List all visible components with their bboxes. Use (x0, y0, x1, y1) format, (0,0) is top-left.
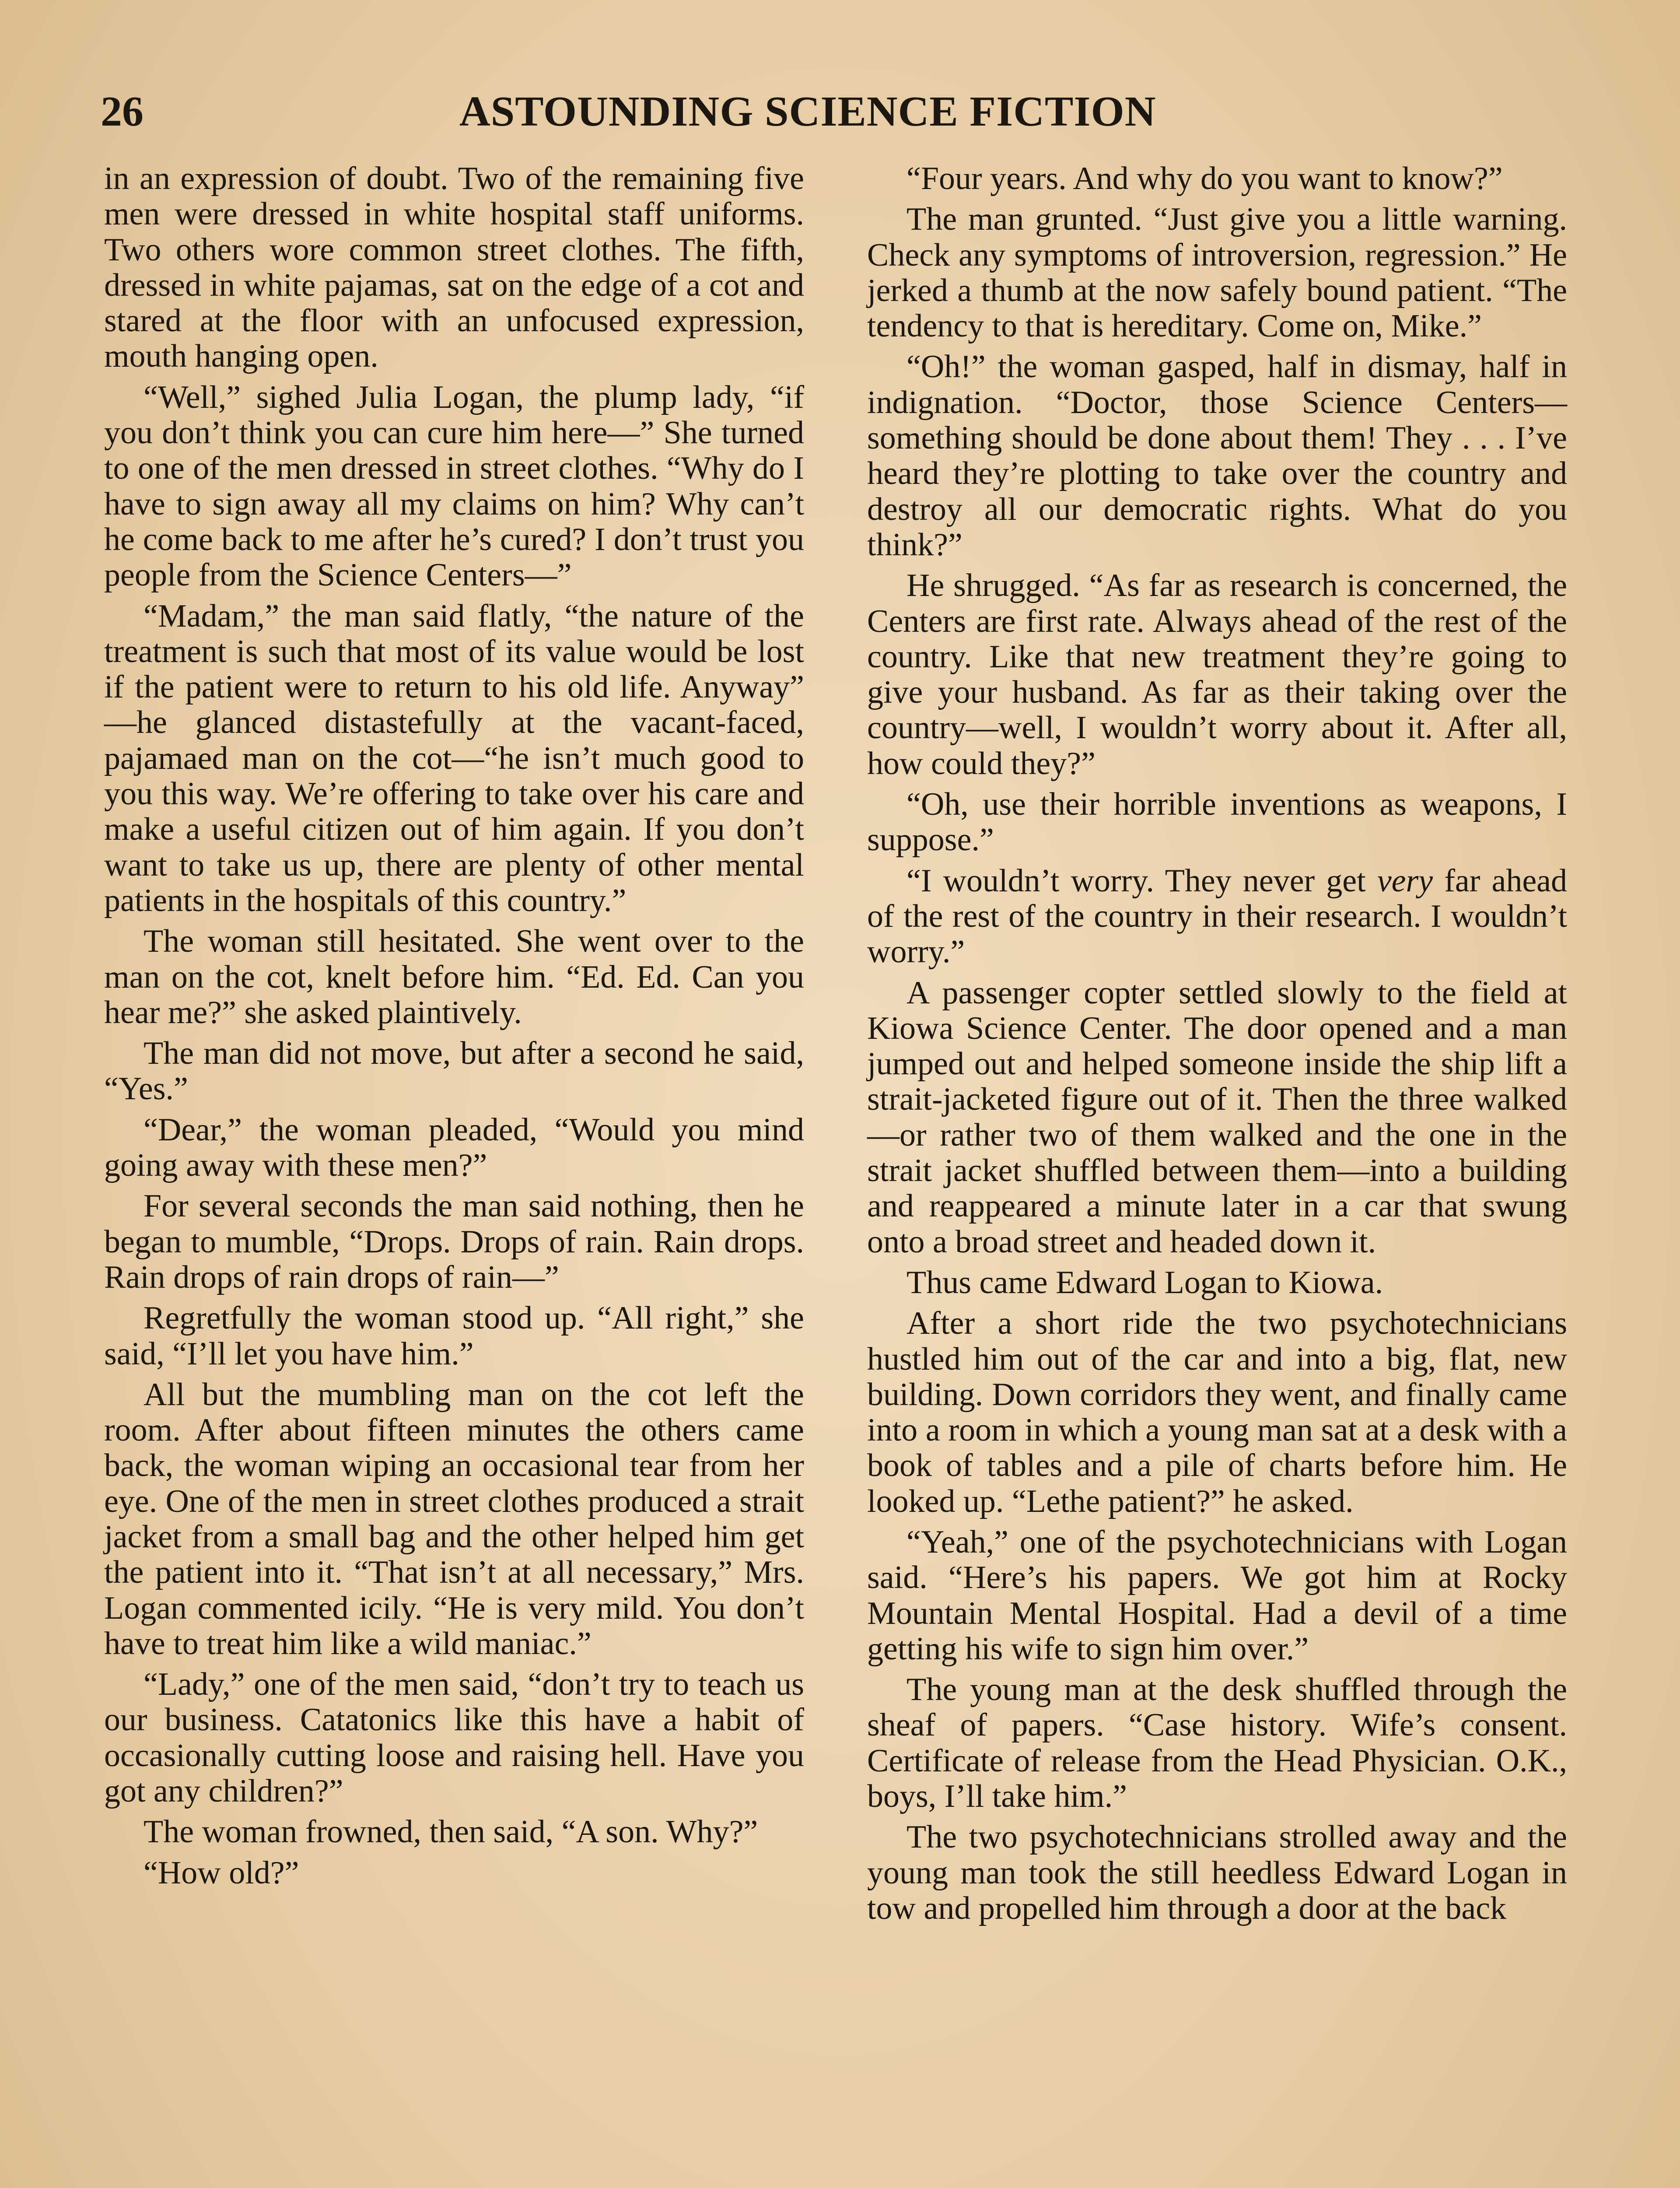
paragraph: For several seconds the man said nothing, then he began to mumble, “Drops. Drops of rain. Rain drops. Rain drops of rain drops of rain—” (104, 1188, 804, 1295)
paragraph: Thus came Edward Logan to Kiowa. (906, 1264, 1383, 1301)
page-number: 26 (101, 88, 144, 135)
paragraph (867, 863, 1567, 970)
paragraph: After a short ride the two psychotechnicians hustled him out of the car and into a big, flat, new building. Down corridors they went, and finally came into a room in which a young man sat at a desk with a book of tables and a pile of charts before him. He looked up. “Lethe patient?” he asked. (867, 1305, 1567, 1519)
page-header (101, 83, 1579, 140)
text-run: far ahead of the rest of the country in their research. I wouldn’t worry.” (867, 863, 1568, 970)
text-run: “I wouldn’t worry. They never get (906, 863, 1366, 899)
paragraph: The two psychotechnicians strolled away and the young man took the still heedless Edward Logan in tow and propelled him through a door at the back (867, 1819, 1567, 1926)
paragraph: He shrugged. “As far as research is concerned, the Centers are first rate. Always ahead of the rest of the country. Like that new treatment they’re going to give your husband. As far as their taking over the country—well, I wouldn’t worry about it. After all, how could they?” (867, 568, 1567, 782)
paragraph: “Well,” sighed Julia Logan, the plump lady, “if you don’t think you can cure him here—” She turned to one of the men dressed in street clothes. “Why do I have to sign away all my claims on him? Why can’t he come back to me after he’s cured? I don’t trust you people from the Science Centers—” (104, 379, 804, 593)
paragraph: “Yeah,” one of the psychotechnicians with Logan said. “Here’s his papers. We got him at Rocky Mountain Mental Hospital. Had a devil of a time getting his wife to sign him over.” (867, 1524, 1567, 1667)
paragraph: “Dear,” the woman pleaded, “Would you mind going away with these men?” (104, 1112, 804, 1184)
paragraph: in an expression of doubt. Two of the remaining five men were dressed in white hospital staff uniforms. Two others wore common street clothes. The fifth, dressed in white pajamas, sat on the edge of a cot and stared at the floor with an unfocused expression, mouth hanging open. (104, 161, 804, 375)
paragraph: “How old?” (144, 1855, 299, 1891)
paragraph: “Four years. And why do you want to know?” (906, 161, 1503, 196)
paragraph: The woman still hesitated. She went over to the man on the cot, knelt before him. “Ed. Ed. Can you hear me?” she asked plaintively. (104, 923, 804, 1031)
emphasis-text: very (1377, 863, 1433, 899)
paragraph: All but the mumbling man on the cot left the room. After about fifteen minutes the others came back, the woman wiping an occasional tear from her eye. One of the men in street clothes produced a strait jacket from a small bag and the other helped him get the patient into it. “That isn’t at all necessary,” Mrs. Logan commented icily. “He is very mild. You don’t have to treat him like a wild maniac.” (104, 1376, 804, 1662)
paragraph: “Oh!” the woman gasped, half in dismay, half in indignation. “Doctor, those Science Centers—something should be done about them! They . . . I’ve heard they’re plotting to take over the country and destroy all our democratic rights. What do you think?” (867, 349, 1567, 563)
paragraph: The woman frowned, then said, “A son. Why?” (144, 1814, 758, 1850)
paragraph: “Oh, use their horrible inventions as weapons, I suppose.” (867, 786, 1567, 858)
right-column (867, 161, 1567, 1932)
paragraph: Regretfully the woman stood up. “All right,” she said, “I’ll let you have him.” (104, 1300, 804, 1372)
left-column (104, 161, 804, 1896)
paragraph: The man did not move, but after a second he said, “Yes.” (104, 1035, 804, 1107)
paragraph: A passenger copter settled slowly to the field at Kiowa Science Center. The door opened and a man jumped out and helped someone inside the ship lift a strait-jacketed figure out of it. Then the three walked—or rather two of them walked and the one in the strait jacket shuffled between them—into a building and reappeared a minute later in a car that swung onto a broad street and headed down it. (867, 975, 1567, 1260)
running-title: ASTOUNDING SCIENCE FICTION (459, 88, 1156, 135)
paragraph: The man grunted. “Just give you a little warning. Check any symptoms of introversion, regression.” He jerked a thumb at the now safely bound patient. “The tendency to that is hereditary. Come on, Mike.” (867, 201, 1567, 344)
paragraph: “Lady,” one of the men said, “don’t try to teach us our business. Catatonics like this have a habit of occasionally cutting loose and raising hell. Have you got any children?” (104, 1666, 804, 1809)
paragraph: The young man at the desk shuffled through the sheaf of papers. “Case history. Wife’s consent. Certificate of release from the Head Physician. O.K., boys, I’ll take him.” (867, 1672, 1567, 1815)
paragraph: “Madam,” the man said flatly, “the nature of the treatment is such that most of its value would be lost if the patient were to return to his old life. Anyway” —he glanced distastefully at the vacant-faced, pajamaed man on the cot—“he isn’t much good to you this way. We’re offering to take over his care and make a useful citizen out of him again. If you don’t want to take us up, there are plenty of other mental patients in the hospitals of this country.” (104, 598, 804, 919)
